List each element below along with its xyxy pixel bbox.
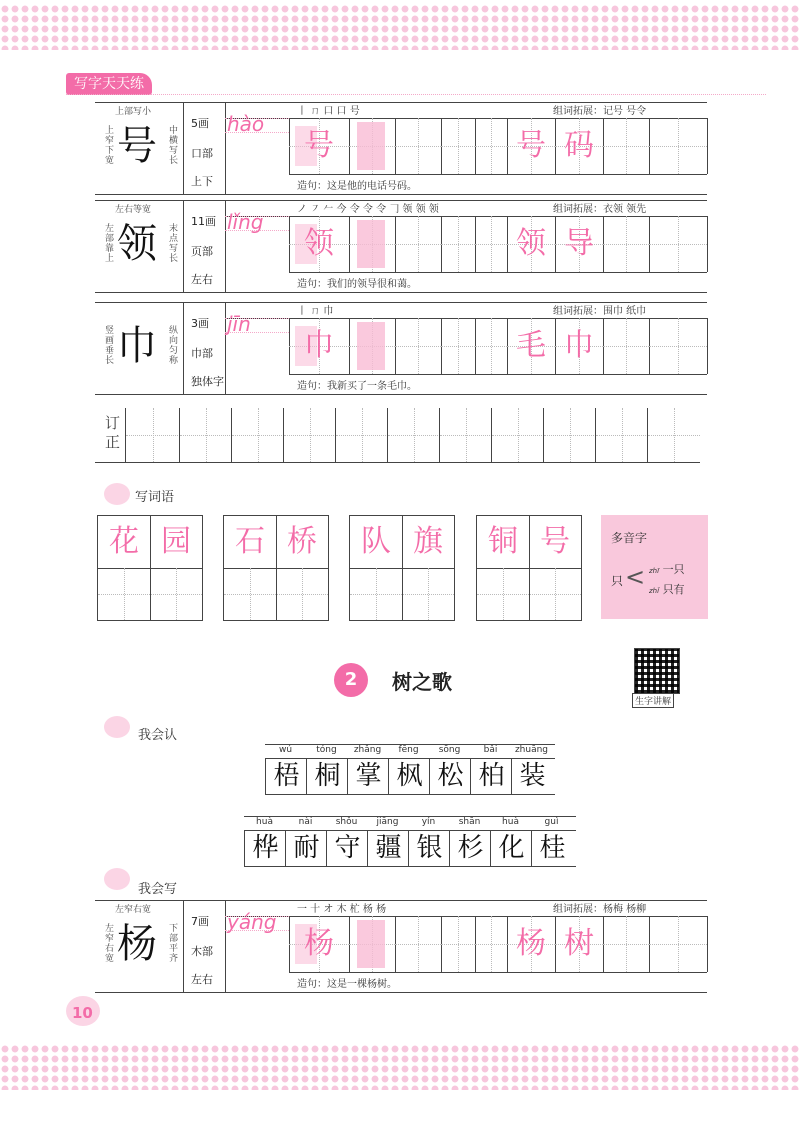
recognize-hanzi: 装: [511, 758, 553, 794]
top-note: 左右等宽: [115, 205, 152, 215]
lesson-title: 树之歌: [392, 670, 452, 694]
recognize-char: [429, 744, 470, 808]
recognize-hanzi: 柏: [470, 758, 512, 794]
char-block-3: [95, 900, 707, 992]
pinyin: hào: [227, 112, 265, 136]
header-rule: [66, 94, 766, 95]
correction-cell[interactable]: [335, 408, 388, 462]
recognize-hanzi: 杉: [449, 830, 491, 866]
stroke-count: 3画: [191, 317, 209, 330]
word-char: 号: [540, 524, 570, 559]
header-tag: 写字天天练: [66, 73, 152, 95]
top-note: 左窄右宽: [115, 905, 152, 915]
practice-cell[interactable]: [555, 318, 604, 374]
practice-cell[interactable]: [441, 118, 476, 174]
correction-cell[interactable]: [387, 408, 440, 462]
main-char: 号: [117, 123, 157, 169]
recognize-pinyin: zhǎng: [353, 745, 382, 755]
word-box-3[interactable]: [476, 515, 582, 621]
recognize-hanzi: 疆: [367, 830, 409, 866]
qr-label: 生字讲解: [632, 693, 674, 708]
right-note: 纵向匀称: [169, 326, 179, 366]
right-note: 中横写长: [169, 126, 179, 166]
left-note: 左窄右宽: [105, 924, 115, 964]
stroke-order: 丨 ㄇ 口 口 号: [297, 106, 360, 117]
pinyin: jīn: [227, 312, 251, 336]
lesson-number: 2: [334, 663, 368, 697]
star-icon: [104, 716, 130, 738]
recognize-pinyin: yín: [421, 817, 436, 827]
correction-cell[interactable]: [179, 408, 232, 462]
practice-char: 杨: [304, 926, 334, 961]
recognize-hanzi: 掌: [347, 758, 389, 794]
stroke-order: 丨 ㄇ 巾: [297, 306, 334, 317]
recognize-hanzi: 银: [408, 830, 450, 866]
practice-cell[interactable]: [289, 916, 350, 972]
stroke-count: 11画: [191, 215, 216, 228]
recognize-hanzi: 桦: [244, 830, 286, 866]
recognize-pinyin: zhuāng: [514, 745, 549, 755]
word-char: 花: [109, 524, 139, 559]
word-box-2[interactable]: [349, 515, 455, 621]
correction-cell[interactable]: [595, 408, 648, 462]
practice-cell[interactable]: [349, 318, 396, 374]
left-note: 左部靠上: [105, 224, 115, 264]
word-extension: 组词拓展：衣领 领先: [553, 204, 647, 215]
correction-row: [95, 408, 700, 463]
recognize-hanzi: 松: [429, 758, 471, 794]
practice-cell[interactable]: [475, 216, 508, 272]
recognize-pinyin: fēng: [398, 745, 419, 755]
practice-char: 领: [304, 226, 334, 261]
recognize-pinyin: nài: [298, 817, 313, 827]
practice-cell[interactable]: [441, 216, 476, 272]
recognize-char: [265, 744, 306, 808]
stroke-order: ノ ㇇ 𠂉 今 令 令 令 𠃌 领 领 领: [297, 204, 439, 215]
practice-cell[interactable]: [395, 318, 442, 374]
practice-char: 号: [516, 128, 546, 163]
recognize-hanzi: 耐: [285, 830, 327, 866]
correction-cell[interactable]: [231, 408, 284, 462]
practice-cell[interactable]: [395, 916, 442, 972]
practice-cell[interactable]: [507, 216, 556, 272]
recognize-pinyin: guì: [544, 817, 559, 827]
recognize-char: [306, 744, 347, 808]
practice-cell[interactable]: [475, 916, 508, 972]
word-box-0[interactable]: [97, 515, 203, 621]
correction-cell[interactable]: [283, 408, 336, 462]
right-note: 末点写长: [169, 224, 179, 264]
recognize-hanzi: 桂: [531, 830, 573, 866]
word-char: 铜: [488, 524, 518, 559]
cloud-icon: [104, 483, 130, 505]
practice-cell[interactable]: [603, 216, 650, 272]
practice-cell[interactable]: [395, 118, 442, 174]
practice-cell[interactable]: [603, 318, 650, 374]
structure: 上下: [191, 175, 213, 188]
polyphone-title: 多音字: [611, 531, 648, 545]
practice-cell[interactable]: [395, 216, 442, 272]
correction-cell[interactable]: [543, 408, 596, 462]
recognize-title: 我会认: [138, 728, 178, 743]
page-number: 10: [72, 1004, 93, 1022]
practice-char: 巾: [304, 328, 334, 363]
recognize-row-1: [265, 744, 555, 808]
recognize-hanzi: 枫: [388, 758, 430, 794]
radical: 页部: [191, 245, 213, 258]
structure: 左右: [191, 973, 213, 986]
polyphone-card: [601, 515, 708, 619]
practice-char: 码: [564, 128, 594, 163]
correction-cell[interactable]: [439, 408, 492, 462]
practice-cell[interactable]: [555, 118, 604, 174]
practice-cell[interactable]: [649, 318, 708, 374]
practice-cell[interactable]: [649, 118, 708, 174]
polyphone-char: 只: [611, 574, 624, 588]
practice-cell[interactable]: [475, 118, 508, 174]
practice-cell[interactable]: [649, 916, 708, 972]
recognize-char: [449, 816, 490, 880]
pinyin: yáng: [227, 910, 277, 934]
recognize-char: [470, 744, 511, 808]
recognize-char: [285, 816, 326, 880]
practice-cell[interactable]: [289, 318, 350, 374]
recognize-char: [408, 816, 449, 880]
word-char: 园: [161, 524, 191, 559]
practice-char: 毛: [516, 328, 546, 363]
recognize-char: [511, 744, 552, 808]
recognize-hanzi: 守: [326, 830, 368, 866]
example-sentence: 造句：这是一棵杨树。: [297, 979, 397, 990]
practice-cell[interactable]: [475, 318, 508, 374]
bottom-dot-border: [0, 1044, 800, 1090]
recognize-pinyin: bǎi: [483, 745, 498, 755]
pinyin: lǐng: [227, 210, 264, 234]
recognize-char: [490, 816, 531, 880]
practice-cell[interactable]: [289, 118, 350, 174]
example-sentence: 造句：我们的领导很和蔼。: [297, 279, 417, 290]
word-char: 桥: [287, 524, 317, 559]
recognize-pinyin: wú: [278, 745, 293, 755]
practice-cell[interactable]: [349, 916, 396, 972]
practice-char: 巾: [564, 328, 594, 363]
practice-cell[interactable]: [603, 118, 650, 174]
recognize-char: [367, 816, 408, 880]
recognize-hanzi: 梧: [265, 758, 307, 794]
recognize-hanzi: 化: [490, 830, 532, 866]
practice-char: 树: [564, 926, 594, 961]
practice-char: 号: [304, 128, 334, 163]
top-dot-border: [0, 4, 800, 50]
example-sentence: 造句：这是他的电话号码。: [297, 181, 417, 192]
example-sentence: 造句：我新买了一条毛巾。: [297, 381, 417, 392]
main-char: 巾: [117, 323, 157, 369]
left-note: 竖画垂长: [105, 326, 115, 366]
recognize-char: [531, 816, 572, 880]
word-box-1[interactable]: [223, 515, 329, 621]
radical: 木部: [191, 945, 213, 958]
recognize-char: [347, 744, 388, 808]
radical: 巾部: [191, 347, 213, 360]
structure: 独体字: [191, 375, 224, 388]
practice-cell[interactable]: [289, 216, 350, 272]
recognize-pinyin: jiāng: [376, 817, 399, 827]
char-block-1: [95, 200, 707, 292]
practice-cell[interactable]: [507, 118, 556, 174]
recognize-pinyin: tóng: [316, 745, 337, 755]
recognize-pinyin: huà: [502, 817, 519, 827]
word-extension: 组词拓展：围巾 纸巾: [553, 306, 647, 317]
practice-cell[interactable]: [349, 118, 396, 174]
stroke-count: 5画: [191, 117, 209, 130]
char-block-2: [95, 302, 707, 394]
word-char: 石: [235, 524, 265, 559]
practice-char: 导: [564, 226, 594, 261]
practice-cell[interactable]: [349, 216, 396, 272]
polyphone-reading-1: zhī 一只: [649, 563, 685, 576]
write-words-title: 写词语: [135, 490, 175, 505]
qr-code-icon[interactable]: [634, 648, 680, 694]
word-char: 旗: [413, 524, 443, 559]
stroke-order: 一 十 オ 木 杧 杨 杨: [297, 904, 387, 915]
recognize-hanzi: 桐: [306, 758, 348, 794]
left-note: 上窄下宽: [105, 126, 115, 166]
right-note: 下部平齐: [169, 924, 179, 964]
practice-cell[interactable]: [555, 216, 604, 272]
structure: 左右: [191, 273, 213, 286]
top-note: 上部写小: [115, 107, 152, 117]
radical: 口部: [191, 147, 213, 160]
practice-cell[interactable]: [649, 216, 708, 272]
recognize-char: [244, 816, 285, 880]
practice-char: 领: [516, 226, 546, 261]
correction-label: 订正: [105, 414, 121, 451]
recognize-pinyin: sōng: [438, 745, 461, 755]
recognize-row-2: [244, 816, 576, 880]
recognize-pinyin: shān: [458, 817, 481, 827]
practice-cell[interactable]: [441, 318, 476, 374]
practice-cell[interactable]: [507, 916, 556, 972]
recognize-char: [326, 816, 367, 880]
bracket-icon: <: [625, 563, 646, 591]
stroke-count: 7画: [191, 915, 209, 928]
practice-cell[interactable]: [441, 916, 476, 972]
practice-cell[interactable]: [555, 916, 604, 972]
sun-icon: [104, 868, 130, 890]
word-extension: 组词拓展：杨梅 杨柳: [553, 904, 647, 915]
recognize-pinyin: huà: [256, 817, 273, 827]
word-extension: 组词拓展：记号 号令: [553, 106, 647, 117]
correction-cell[interactable]: [125, 408, 180, 462]
recognize-pinyin: shǒu: [335, 817, 358, 827]
recognize-char: [388, 744, 429, 808]
write-title: 我会写: [138, 882, 178, 897]
practice-cell[interactable]: [507, 318, 556, 374]
word-char: 队: [361, 524, 391, 559]
correction-cell[interactable]: [491, 408, 544, 462]
char-block-0: [95, 102, 707, 194]
practice-char: 杨: [516, 926, 546, 961]
polyphone-reading-2: zhǐ 只有: [649, 583, 685, 596]
main-char: 杨: [117, 921, 157, 967]
correction-cell[interactable]: [647, 408, 700, 462]
main-char: 领: [117, 221, 157, 267]
practice-cell[interactable]: [603, 916, 650, 972]
